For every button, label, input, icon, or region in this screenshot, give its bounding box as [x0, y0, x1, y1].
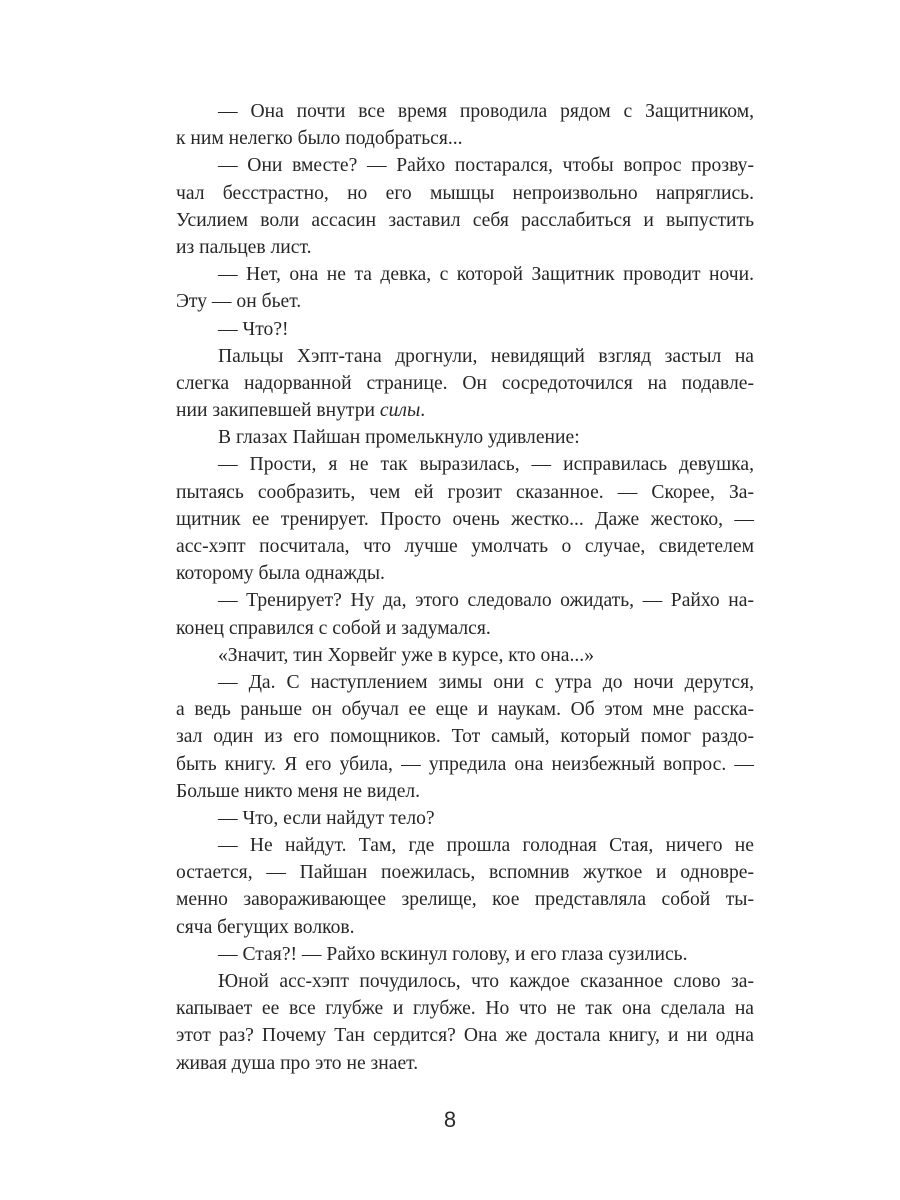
text-line: асс-хэпт посчитала, что лучше умолчать о случае, свидетелем — [176, 536, 754, 557]
text-line: живая душа про это не знает. — [176, 1052, 419, 1074]
text-line: слегка надорванной странице. Он сосредоточился на подавле- — [176, 372, 754, 394]
text-line: менно завораживающее зрелище, кое представляла собой ты- — [176, 889, 754, 911]
text-line: — Не найдут. Там, где прошла голодная Стая, ничего не — [218, 835, 754, 857]
page-number: 8 — [443, 1107, 457, 1132]
text-line: — Нет, она не та девка, с которой Защитник проводит ночи. — [218, 264, 754, 286]
text-line: «Значит, тин Хорвейг уже в курсе, кто она...» — [218, 644, 594, 666]
text-line: из пальцев лист. — [176, 236, 312, 258]
text-line: Усилием воли ассасин заставил себя расслабиться и выпустить — [176, 209, 754, 231]
text-line: — Прости, я не так выразилась, — исправилась девушка, — [218, 454, 754, 476]
text-line: щитник ее тренирует. Просто очень жестко... Даже жестоко, — — [176, 508, 754, 530]
text-line: Эту — он бьет. — [176, 291, 302, 313]
text-line: Юной асс-хэпт почудилось, что каждое сказанное слово за- — [218, 971, 754, 992]
text-line: — Что?! — [218, 318, 289, 340]
text-line: пытаясь сообразить, чем ей грозит сказанное. — Скорее, За- — [176, 481, 754, 503]
text-line: — Стая?! — Райхо вскинул голову, и его глаза сузились. — [218, 943, 688, 965]
text-line: зал один из его помощников. Тот самый, который помог раздо- — [176, 726, 754, 748]
text-line: сяча бегущих волков. — [176, 916, 355, 938]
text-line: — Она почти все время проводила рядом с Защитником, — [218, 101, 754, 122]
text-line: а ведь раньше он обучал ее еще и наукам. Об этом мне расска- — [176, 699, 754, 721]
text-line: быть книгу. Я его убила, — упредила она неизбежный вопрос. — — [176, 753, 754, 775]
text-line: В глазах Пайшан промелькнуло удивление: — [218, 427, 580, 449]
text-line: чал бесстрастно, но его мышцы непроизвольно напряглись. — [176, 182, 754, 204]
text-line: — Тренирует? Ну да, этого следовало ожидать, — Райхо на- — [218, 590, 754, 612]
body-text — [176, 98, 754, 1077]
text-line: Больше никто меня не видел. — [176, 780, 421, 802]
text-line: остается, — Пайшан поежилась, вспомнив жуткое и одновре- — [176, 862, 754, 884]
text-line: — Да. С наступлением зимы они с утра до ночи дерутся, — [218, 671, 754, 693]
text-line: к ним нелегко было подобраться... — [176, 128, 463, 150]
text-line: этот раз? Почему Тан сердится? Она же достала книгу, и ни одна — [176, 1025, 754, 1047]
text-line: — Они вместе? — Райхо постарался, чтобы вопрос прозву- — [218, 155, 754, 177]
text-line: — Что, если найдут тело? — [218, 807, 435, 829]
text-line: капывает ее все глубже и глубже. Но что не так она сделала на — [176, 998, 754, 1020]
text-line: которому была однажды. — [176, 563, 385, 585]
text-line: Пальцы Хэпт-тана дрогнули, невидящий взгляд застыл на — [218, 345, 754, 367]
text-line: конец справился с собой и задумался. — [176, 617, 491, 639]
text-line: нии закипевшей внутри силы. — [176, 400, 426, 422]
